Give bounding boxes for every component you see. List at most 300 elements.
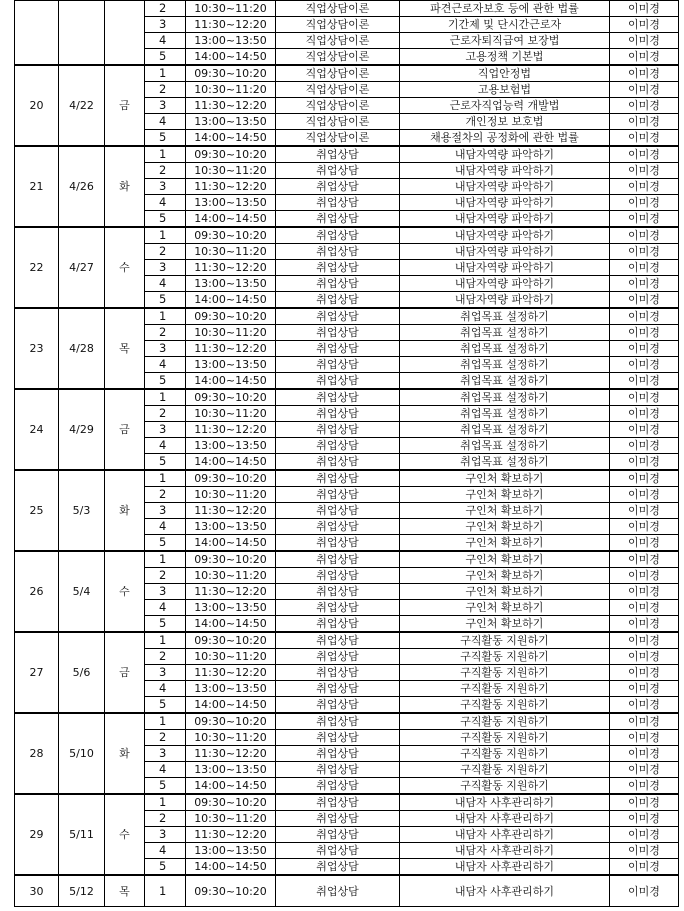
- topic-cell: 구인처 확보하기: [400, 519, 610, 535]
- day-cell: 24: [15, 389, 59, 470]
- instructor-cell: 이미경: [610, 82, 679, 98]
- time-cell: 13:00~13:50: [186, 33, 276, 49]
- period-cell: 5: [145, 373, 186, 390]
- category-cell: 취업상담: [276, 470, 400, 487]
- period-cell: 5: [145, 130, 186, 147]
- category-cell: 직업상담이론: [276, 17, 400, 33]
- table-row: [15, 713, 679, 730]
- time-cell: 13:00~13:50: [186, 762, 276, 778]
- instructor-cell: 이미경: [610, 244, 679, 260]
- category-cell: 취업상담: [276, 454, 400, 471]
- period-cell: 1: [145, 308, 186, 325]
- weekday-cell: 금: [105, 389, 145, 470]
- time-cell: 14:00~14:50: [186, 697, 276, 714]
- topic-cell: 구인처 확보하기: [400, 584, 610, 600]
- instructor-cell: 이미경: [610, 859, 679, 876]
- time-cell: 09:30~10:20: [186, 146, 276, 163]
- time-cell: 13:00~13:50: [186, 519, 276, 535]
- period-cell: 4: [145, 114, 186, 130]
- topic-cell: 취업목표 설정하기: [400, 422, 610, 438]
- date-cell: 4/28: [59, 308, 105, 389]
- period-cell: 2: [145, 1, 186, 17]
- instructor-cell: 이미경: [610, 454, 679, 471]
- time-cell: 09:30~10:20: [186, 551, 276, 568]
- period-cell: 1: [145, 875, 186, 907]
- weekday-cell: 수: [105, 551, 145, 632]
- period-cell: 4: [145, 600, 186, 616]
- instructor-cell: 이미경: [610, 373, 679, 390]
- category-cell: 취업상담: [276, 503, 400, 519]
- instructor-cell: 이미경: [610, 778, 679, 795]
- day-cell: [15, 1, 59, 66]
- period-cell: 3: [145, 584, 186, 600]
- day-cell: 25: [15, 470, 59, 551]
- category-cell: 취업상담: [276, 146, 400, 163]
- topic-cell: 고용정책 기본법: [400, 49, 610, 66]
- instructor-cell: 이미경: [610, 179, 679, 195]
- category-cell: 취업상담: [276, 600, 400, 616]
- topic-cell: 내담자 사후관리하기: [400, 794, 610, 811]
- period-cell: 3: [145, 179, 186, 195]
- category-cell: 취업상담: [276, 357, 400, 373]
- topic-cell: 내담자 사후관리하기: [400, 859, 610, 876]
- time-cell: 10:30~11:20: [186, 811, 276, 827]
- instructor-cell: 이미경: [610, 17, 679, 33]
- weekday-cell: 수: [105, 227, 145, 308]
- topic-cell: 내담자 사후관리하기: [400, 843, 610, 859]
- category-cell: 취업상담: [276, 276, 400, 292]
- period-cell: 1: [145, 146, 186, 163]
- date-cell: 5/6: [59, 632, 105, 713]
- period-cell: 4: [145, 843, 186, 859]
- category-cell: 취업상담: [276, 746, 400, 762]
- table-row: [15, 875, 679, 907]
- period-cell: 3: [145, 746, 186, 762]
- category-cell: 취업상담: [276, 244, 400, 260]
- period-cell: 1: [145, 227, 186, 244]
- instructor-cell: 이미경: [610, 730, 679, 746]
- time-cell: 11:30~12:20: [186, 584, 276, 600]
- category-cell: 취업상담: [276, 697, 400, 714]
- instructor-cell: 이미경: [610, 438, 679, 454]
- instructor-cell: 이미경: [610, 697, 679, 714]
- topic-cell: 구직활동 지원하기: [400, 778, 610, 795]
- time-cell: 09:30~10:20: [186, 875, 276, 907]
- table-row: [15, 146, 679, 163]
- weekday-cell: 목: [105, 875, 145, 907]
- instructor-cell: 이미경: [610, 681, 679, 697]
- topic-cell: 내담자역량 파악하기: [400, 244, 610, 260]
- category-cell: 취업상담: [276, 292, 400, 309]
- time-cell: 14:00~14:50: [186, 292, 276, 309]
- time-cell: 13:00~13:50: [186, 600, 276, 616]
- instructor-cell: 이미경: [610, 746, 679, 762]
- time-cell: 13:00~13:50: [186, 681, 276, 697]
- category-cell: 취업상담: [276, 308, 400, 325]
- time-cell: 11:30~12:20: [186, 827, 276, 843]
- period-cell: 2: [145, 649, 186, 665]
- table-row: [15, 389, 679, 406]
- time-cell: 11:30~12:20: [186, 341, 276, 357]
- instructor-cell: 이미경: [610, 163, 679, 179]
- date-cell: [59, 1, 105, 66]
- period-cell: 2: [145, 82, 186, 98]
- period-cell: 3: [145, 503, 186, 519]
- topic-cell: 구직활동 지원하기: [400, 697, 610, 714]
- time-cell: 13:00~13:50: [186, 276, 276, 292]
- period-cell: 3: [145, 260, 186, 276]
- time-cell: 10:30~11:20: [186, 406, 276, 422]
- period-cell: 3: [145, 341, 186, 357]
- day-cell: 27: [15, 632, 59, 713]
- time-cell: 14:00~14:50: [186, 49, 276, 66]
- topic-cell: 구인처 확보하기: [400, 503, 610, 519]
- time-cell: 11:30~12:20: [186, 98, 276, 114]
- time-cell: 10:30~11:20: [186, 1, 276, 17]
- topic-cell: 구직활동 지원하기: [400, 681, 610, 697]
- table-row: [15, 65, 679, 82]
- time-cell: 10:30~11:20: [186, 730, 276, 746]
- day-cell: 23: [15, 308, 59, 389]
- period-cell: 4: [145, 519, 186, 535]
- day-cell: 22: [15, 227, 59, 308]
- date-cell: 5/10: [59, 713, 105, 794]
- topic-cell: 구인처 확보하기: [400, 470, 610, 487]
- period-cell: 2: [145, 244, 186, 260]
- instructor-cell: 이미경: [610, 65, 679, 82]
- instructor-cell: 이미경: [610, 292, 679, 309]
- time-cell: 14:00~14:50: [186, 454, 276, 471]
- category-cell: 취업상담: [276, 616, 400, 633]
- topic-cell: 내담자 사후관리하기: [400, 875, 610, 907]
- category-cell: 취업상담: [276, 389, 400, 406]
- instructor-cell: 이미경: [610, 762, 679, 778]
- category-cell: 직업상담이론: [276, 98, 400, 114]
- table-row: [15, 1, 679, 17]
- topic-cell: 내담자 사후관리하기: [400, 811, 610, 827]
- category-cell: 취업상담: [276, 632, 400, 649]
- table-row: [15, 794, 679, 811]
- instructor-cell: 이미경: [610, 551, 679, 568]
- topic-cell: 구직활동 지원하기: [400, 713, 610, 730]
- category-cell: 취업상담: [276, 227, 400, 244]
- period-cell: 2: [145, 811, 186, 827]
- instructor-cell: 이미경: [610, 260, 679, 276]
- instructor-cell: 이미경: [610, 146, 679, 163]
- topic-cell: 구인처 확보하기: [400, 616, 610, 633]
- time-cell: 13:00~13:50: [186, 843, 276, 859]
- category-cell: 취업상담: [276, 260, 400, 276]
- topic-cell: 구직활동 지원하기: [400, 649, 610, 665]
- table-row: [15, 551, 679, 568]
- category-cell: 취업상담: [276, 422, 400, 438]
- day-cell: 21: [15, 146, 59, 227]
- time-cell: 09:30~10:20: [186, 65, 276, 82]
- instructor-cell: 이미경: [610, 357, 679, 373]
- instructor-cell: 이미경: [610, 325, 679, 341]
- period-cell: 2: [145, 325, 186, 341]
- time-cell: 09:30~10:20: [186, 713, 276, 730]
- period-cell: 3: [145, 827, 186, 843]
- category-cell: 취업상담: [276, 730, 400, 746]
- period-cell: 5: [145, 778, 186, 795]
- instructor-cell: 이미경: [610, 389, 679, 406]
- category-cell: 취업상담: [276, 211, 400, 228]
- instructor-cell: 이미경: [610, 308, 679, 325]
- date-cell: 4/27: [59, 227, 105, 308]
- category-cell: 직업상담이론: [276, 114, 400, 130]
- instructor-cell: 이미경: [610, 276, 679, 292]
- time-cell: 13:00~13:50: [186, 114, 276, 130]
- category-cell: 직업상담이론: [276, 65, 400, 82]
- instructor-cell: 이미경: [610, 713, 679, 730]
- time-cell: 14:00~14:50: [186, 778, 276, 795]
- date-cell: 4/22: [59, 65, 105, 146]
- time-cell: 14:00~14:50: [186, 616, 276, 633]
- period-cell: 4: [145, 681, 186, 697]
- topic-cell: 내담자역량 파악하기: [400, 163, 610, 179]
- date-cell: 5/3: [59, 470, 105, 551]
- schedule-table: [14, 0, 679, 907]
- period-cell: 1: [145, 551, 186, 568]
- category-cell: 취업상담: [276, 406, 400, 422]
- time-cell: 10:30~11:20: [186, 649, 276, 665]
- instructor-cell: 이미경: [610, 811, 679, 827]
- topic-cell: 취업목표 설정하기: [400, 373, 610, 390]
- date-cell: 5/11: [59, 794, 105, 875]
- topic-cell: 내담자역량 파악하기: [400, 292, 610, 309]
- topic-cell: 채용절차의 공정화에 관한 법률: [400, 130, 610, 147]
- category-cell: 취업상담: [276, 325, 400, 341]
- time-cell: 11:30~12:20: [186, 422, 276, 438]
- topic-cell: 내담자역량 파악하기: [400, 179, 610, 195]
- time-cell: 13:00~13:50: [186, 438, 276, 454]
- instructor-cell: 이미경: [610, 616, 679, 633]
- category-cell: 취업상담: [276, 778, 400, 795]
- period-cell: 5: [145, 292, 186, 309]
- period-cell: 5: [145, 211, 186, 228]
- instructor-cell: 이미경: [610, 33, 679, 49]
- topic-cell: 구인처 확보하기: [400, 600, 610, 616]
- topic-cell: 구직활동 지원하기: [400, 730, 610, 746]
- topic-cell: 파견근로자보호 등에 관한 법률: [400, 1, 610, 17]
- time-cell: 09:30~10:20: [186, 632, 276, 649]
- weekday-cell: 화: [105, 713, 145, 794]
- topic-cell: 고용보험법: [400, 82, 610, 98]
- topic-cell: 구직활동 지원하기: [400, 746, 610, 762]
- table-row: [15, 470, 679, 487]
- category-cell: 취업상담: [276, 535, 400, 552]
- day-cell: 30: [15, 875, 59, 907]
- instructor-cell: 이미경: [610, 794, 679, 811]
- instructor-cell: 이미경: [610, 98, 679, 114]
- instructor-cell: 이미경: [610, 519, 679, 535]
- topic-cell: 내담자 사후관리하기: [400, 827, 610, 843]
- time-cell: 11:30~12:20: [186, 746, 276, 762]
- category-cell: 취업상담: [276, 665, 400, 681]
- category-cell: 취업상담: [276, 179, 400, 195]
- instructor-cell: 이미경: [610, 487, 679, 503]
- instructor-cell: 이미경: [610, 600, 679, 616]
- time-cell: 09:30~10:20: [186, 470, 276, 487]
- category-cell: 취업상담: [276, 794, 400, 811]
- time-cell: 11:30~12:20: [186, 17, 276, 33]
- time-cell: 09:30~10:20: [186, 389, 276, 406]
- period-cell: 1: [145, 632, 186, 649]
- period-cell: 4: [145, 276, 186, 292]
- time-cell: 10:30~11:20: [186, 568, 276, 584]
- time-cell: 13:00~13:50: [186, 195, 276, 211]
- topic-cell: 구인처 확보하기: [400, 535, 610, 552]
- time-cell: 13:00~13:50: [186, 357, 276, 373]
- period-cell: 4: [145, 357, 186, 373]
- topic-cell: 취업목표 설정하기: [400, 389, 610, 406]
- day-cell: 29: [15, 794, 59, 875]
- instructor-cell: 이미경: [610, 649, 679, 665]
- time-cell: 11:30~12:20: [186, 665, 276, 681]
- time-cell: 09:30~10:20: [186, 794, 276, 811]
- time-cell: 10:30~11:20: [186, 325, 276, 341]
- category-cell: 취업상담: [276, 195, 400, 211]
- category-cell: 취업상담: [276, 163, 400, 179]
- topic-cell: 취업목표 설정하기: [400, 438, 610, 454]
- period-cell: 3: [145, 17, 186, 33]
- time-cell: 14:00~14:50: [186, 535, 276, 552]
- period-cell: 4: [145, 438, 186, 454]
- topic-cell: 내담자역량 파악하기: [400, 211, 610, 228]
- weekday-cell: 목: [105, 308, 145, 389]
- instructor-cell: 이미경: [610, 875, 679, 907]
- instructor-cell: 이미경: [610, 470, 679, 487]
- period-cell: 4: [145, 195, 186, 211]
- instructor-cell: 이미경: [610, 227, 679, 244]
- category-cell: 직업상담이론: [276, 1, 400, 17]
- period-cell: 5: [145, 859, 186, 876]
- category-cell: 취업상담: [276, 341, 400, 357]
- time-cell: 11:30~12:20: [186, 179, 276, 195]
- topic-cell: 구인처 확보하기: [400, 551, 610, 568]
- category-cell: 취업상담: [276, 859, 400, 876]
- period-cell: 1: [145, 389, 186, 406]
- category-cell: 취업상담: [276, 373, 400, 390]
- period-cell: 1: [145, 713, 186, 730]
- category-cell: 취업상담: [276, 827, 400, 843]
- date-cell: 4/26: [59, 146, 105, 227]
- topic-cell: 기간제 및 단시간근로자: [400, 17, 610, 33]
- time-cell: 11:30~12:20: [186, 503, 276, 519]
- instructor-cell: 이미경: [610, 503, 679, 519]
- day-cell: 28: [15, 713, 59, 794]
- topic-cell: 구인처 확보하기: [400, 487, 610, 503]
- instructor-cell: 이미경: [610, 114, 679, 130]
- topic-cell: 취업목표 설정하기: [400, 308, 610, 325]
- table-row: [15, 632, 679, 649]
- instructor-cell: 이미경: [610, 665, 679, 681]
- period-cell: 4: [145, 762, 186, 778]
- time-cell: 10:30~11:20: [186, 82, 276, 98]
- topic-cell: 취업목표 설정하기: [400, 406, 610, 422]
- period-cell: 2: [145, 568, 186, 584]
- category-cell: 취업상담: [276, 762, 400, 778]
- time-cell: 14:00~14:50: [186, 211, 276, 228]
- time-cell: 09:30~10:20: [186, 227, 276, 244]
- time-cell: 14:00~14:50: [186, 859, 276, 876]
- instructor-cell: 이미경: [610, 406, 679, 422]
- category-cell: 취업상담: [276, 811, 400, 827]
- weekday-cell: [105, 1, 145, 66]
- period-cell: 2: [145, 487, 186, 503]
- category-cell: 취업상담: [276, 649, 400, 665]
- category-cell: 취업상담: [276, 487, 400, 503]
- topic-cell: 구직활동 지원하기: [400, 762, 610, 778]
- period-cell: 5: [145, 535, 186, 552]
- table-row: [15, 308, 679, 325]
- category-cell: 직업상담이론: [276, 33, 400, 49]
- table-row: [15, 227, 679, 244]
- topic-cell: 내담자역량 파악하기: [400, 195, 610, 211]
- category-cell: 취업상담: [276, 875, 400, 907]
- instructor-cell: 이미경: [610, 535, 679, 552]
- weekday-cell: 금: [105, 65, 145, 146]
- instructor-cell: 이미경: [610, 211, 679, 228]
- category-cell: 취업상담: [276, 551, 400, 568]
- category-cell: 취업상담: [276, 584, 400, 600]
- category-cell: 취업상담: [276, 438, 400, 454]
- topic-cell: 내담자역량 파악하기: [400, 146, 610, 163]
- topic-cell: 개인정보 보호법: [400, 114, 610, 130]
- period-cell: 1: [145, 65, 186, 82]
- weekday-cell: 금: [105, 632, 145, 713]
- instructor-cell: 이미경: [610, 632, 679, 649]
- category-cell: 취업상담: [276, 681, 400, 697]
- period-cell: 1: [145, 794, 186, 811]
- instructor-cell: 이미경: [610, 568, 679, 584]
- topic-cell: 취업목표 설정하기: [400, 454, 610, 471]
- topic-cell: 내담자역량 파악하기: [400, 227, 610, 244]
- category-cell: 취업상담: [276, 843, 400, 859]
- topic-cell: 근로자퇴직급여 보장법: [400, 33, 610, 49]
- topic-cell: 구직활동 지원하기: [400, 665, 610, 681]
- topic-cell: 구인처 확보하기: [400, 568, 610, 584]
- topic-cell: 취업목표 설정하기: [400, 325, 610, 341]
- instructor-cell: 이미경: [610, 843, 679, 859]
- period-cell: 2: [145, 730, 186, 746]
- instructor-cell: 이미경: [610, 1, 679, 17]
- instructor-cell: 이미경: [610, 827, 679, 843]
- period-cell: 2: [145, 163, 186, 179]
- topic-cell: 근로자직업능력 개발법: [400, 98, 610, 114]
- category-cell: 직업상담이론: [276, 49, 400, 66]
- instructor-cell: 이미경: [610, 422, 679, 438]
- period-cell: 1: [145, 470, 186, 487]
- time-cell: 10:30~11:20: [186, 244, 276, 260]
- category-cell: 취업상담: [276, 568, 400, 584]
- topic-cell: 취업목표 설정하기: [400, 341, 610, 357]
- weekday-cell: 화: [105, 146, 145, 227]
- period-cell: 4: [145, 33, 186, 49]
- instructor-cell: 이미경: [610, 130, 679, 147]
- topic-cell: 내담자역량 파악하기: [400, 260, 610, 276]
- topic-cell: 내담자역량 파악하기: [400, 276, 610, 292]
- schedule-body: [15, 1, 679, 907]
- date-cell: 5/12: [59, 875, 105, 907]
- date-cell: 4/29: [59, 389, 105, 470]
- topic-cell: 구직활동 지원하기: [400, 632, 610, 649]
- day-cell: 26: [15, 551, 59, 632]
- category-cell: 취업상담: [276, 713, 400, 730]
- topic-cell: 취업목표 설정하기: [400, 357, 610, 373]
- weekday-cell: 수: [105, 794, 145, 875]
